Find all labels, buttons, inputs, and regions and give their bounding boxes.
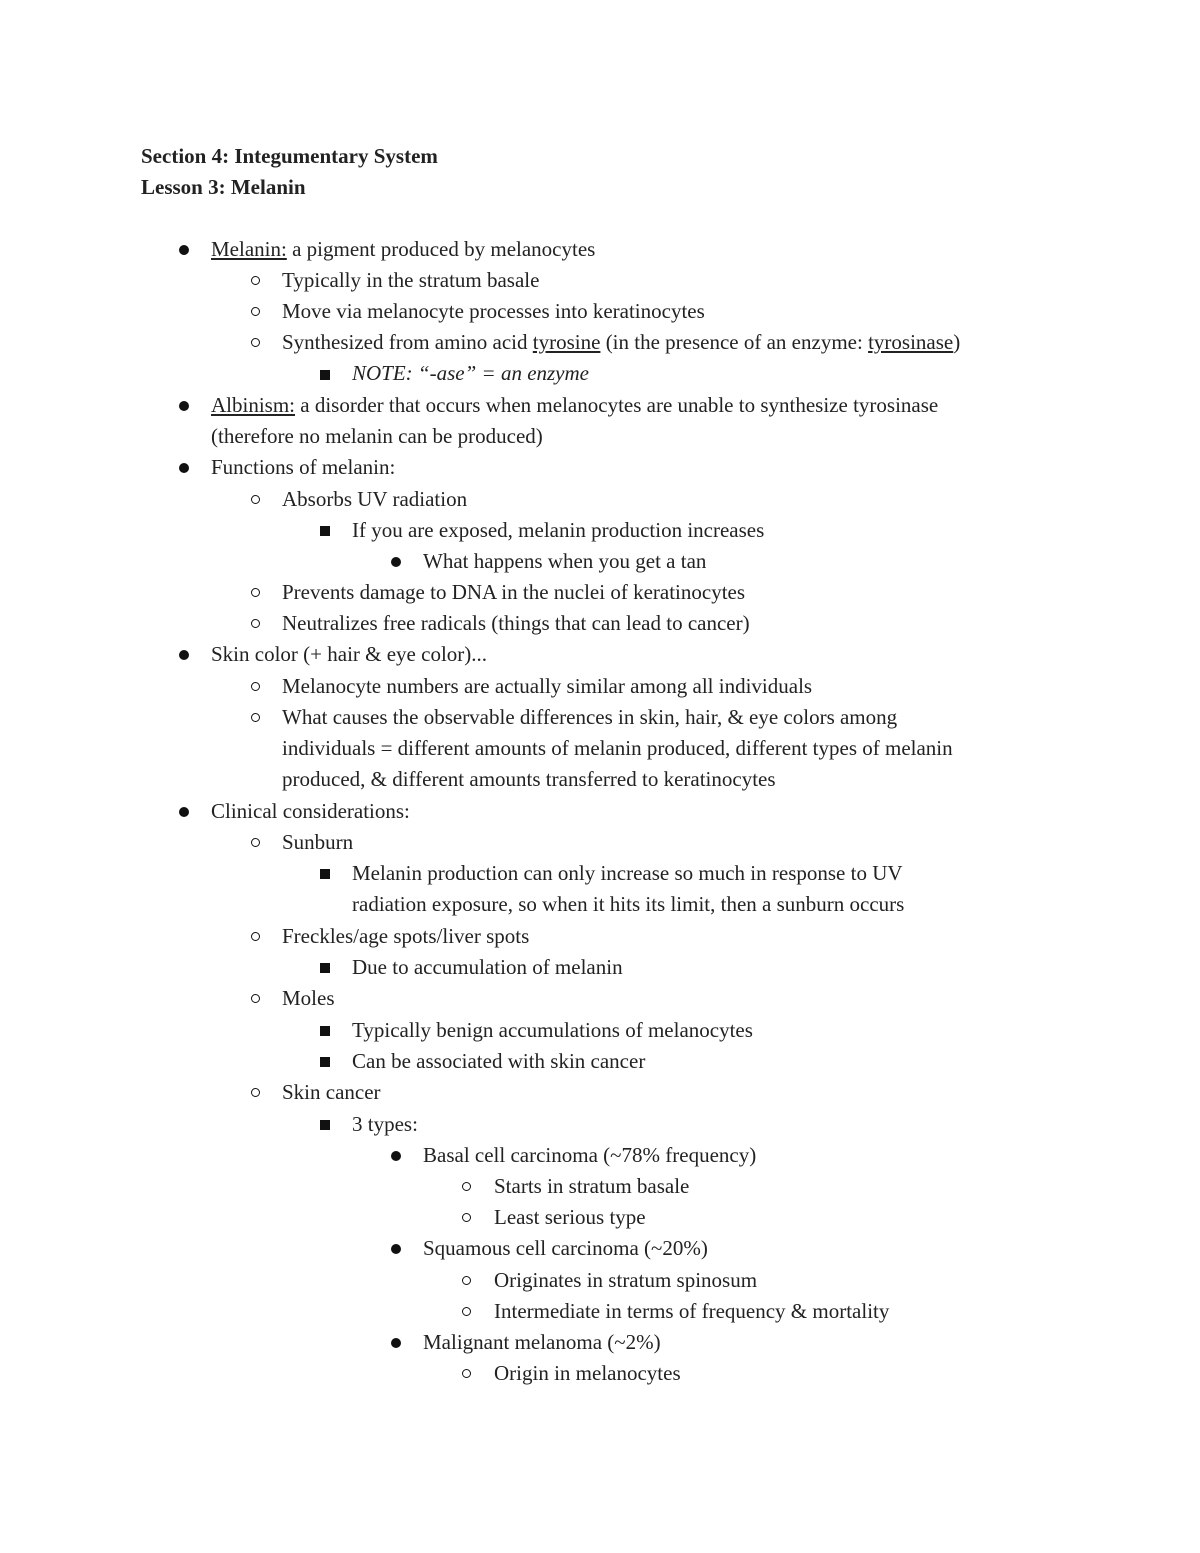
bullet-circle-icon [462, 1213, 471, 1222]
list-item: Can be associated with skin cancer [352, 1049, 646, 1073]
list-item-continuation: produced, & different amounts transferred to keratinocytes [282, 767, 776, 791]
bullet-disc-icon [391, 1151, 401, 1161]
list-item-skin-color: Skin color (+ hair & eye color)... [211, 642, 488, 666]
list-item: Originates in stratum spinosum [494, 1268, 758, 1292]
list-item-albinism [211, 390, 938, 421]
list-item-continuation: individuals = different amounts of melanin produced, different types of melanin [282, 736, 953, 760]
term-melanin: Melanin: [211, 237, 287, 261]
albinism-continuation: (therefore no melanin can be produced) [211, 424, 543, 448]
list-item-functions: Functions of melanin: [211, 455, 396, 479]
bullet-circle-icon [462, 1182, 471, 1191]
melanin-definition: a pigment produced by melanocytes [286, 237, 596, 261]
list-item: Least serious type [494, 1205, 646, 1229]
bullet-circle-icon [251, 932, 260, 941]
albinism-definition: a disorder that occurs when melanocytes are unable to synthesize tyrosinase [295, 393, 939, 417]
list-item: Absorbs UV radiation [282, 487, 468, 511]
list-item: Origin in melanocytes [494, 1361, 681, 1385]
section-title: Section 4: Integumentary System [141, 144, 438, 168]
bullet-square-icon [320, 1057, 330, 1067]
list-item-clinical: Clinical considerations: [211, 799, 410, 823]
bullet-circle-icon [462, 1276, 471, 1285]
bullet-disc-icon [391, 557, 401, 567]
list-item: Basal cell carcinoma (~78% frequency) [423, 1143, 757, 1167]
term-tyrosine: tyrosine [532, 330, 601, 354]
list-item: Squamous cell carcinoma (~20%) [423, 1236, 708, 1260]
bullet-circle-icon [462, 1369, 471, 1378]
list-item: Melanin production can only increase so much in response to UV [352, 861, 903, 885]
bullet-square-icon [320, 963, 330, 973]
bullet-square-icon [320, 1120, 330, 1130]
list-item: Due to accumulation of melanin [352, 955, 623, 979]
list-item: If you are exposed, melanin production increases [352, 518, 765, 542]
list-item: Sunburn [282, 830, 354, 854]
bullet-circle-icon [251, 994, 260, 1003]
bullet-circle-icon [251, 495, 260, 504]
bullet-circle-icon [251, 338, 260, 347]
list-item: Melanocyte numbers are actually similar among all individuals [282, 674, 813, 698]
bullet-square-icon [320, 526, 330, 536]
list-item: 3 types: [352, 1112, 418, 1136]
list-item: Typically in the stratum basale [282, 268, 540, 292]
bullet-disc-icon [179, 245, 189, 255]
list-item: What causes the observable differences in skin, hair, & eye colors among [282, 705, 898, 729]
list-item-continuation: radiation exposure, so when it hits its limit, then a sunburn occurs [352, 892, 905, 916]
bullet-disc-icon [179, 650, 189, 660]
bullet-disc-icon [179, 807, 189, 817]
bullet-circle-icon [251, 838, 260, 847]
bullet-circle-icon [251, 276, 260, 285]
list-item: Starts in stratum basale [494, 1174, 690, 1198]
bullet-square-icon [320, 1026, 330, 1036]
list-item: Intermediate in terms of frequency & mortality [494, 1299, 890, 1323]
note: NOTE: “-ase” = an enzyme [352, 361, 589, 385]
bullet-circle-icon [251, 588, 260, 597]
bullet-circle-icon [251, 1088, 260, 1097]
bullet-disc-icon [179, 401, 189, 411]
bullet-disc-icon [391, 1338, 401, 1348]
list-item: Typically benign accumulations of melanocytes [352, 1018, 753, 1042]
list-item: What happens when you get a tan [423, 549, 707, 573]
bullet-circle-icon [251, 307, 260, 316]
bullet-circle-icon [462, 1307, 471, 1316]
bullet-circle-icon [251, 713, 260, 722]
bullet-circle-icon [251, 619, 260, 628]
bullet-circle-icon [251, 682, 260, 691]
list-item-synthesis [282, 327, 960, 358]
list-item: Prevents damage to DNA in the nuclei of keratinocytes [282, 580, 746, 604]
synthesis-text: (in the presence of an enzyme: [600, 330, 869, 354]
list-item: Move via melanocyte processes into keratinocytes [282, 299, 705, 323]
synthesis-text: ) [953, 330, 961, 354]
list-item: Freckles/age spots/liver spots [282, 924, 530, 948]
term-albinism: Albinism: [211, 393, 296, 417]
bullet-square-icon [320, 370, 330, 380]
term-tyrosinase: tyrosinase [868, 330, 954, 354]
bullet-square-icon [320, 869, 330, 879]
list-item: Malignant melanoma (~2%) [423, 1330, 661, 1354]
lesson-title: Lesson 3: Melanin [141, 175, 306, 199]
bullet-disc-icon [391, 1244, 401, 1254]
list-item-melanin [211, 234, 595, 265]
synthesis-text: Synthesized from amino acid [282, 330, 533, 354]
list-item: Skin cancer [282, 1080, 381, 1104]
bullet-disc-icon [179, 463, 189, 473]
list-item: Moles [282, 986, 335, 1010]
list-item: Neutralizes free radicals (things that can lead to cancer) [282, 611, 750, 635]
